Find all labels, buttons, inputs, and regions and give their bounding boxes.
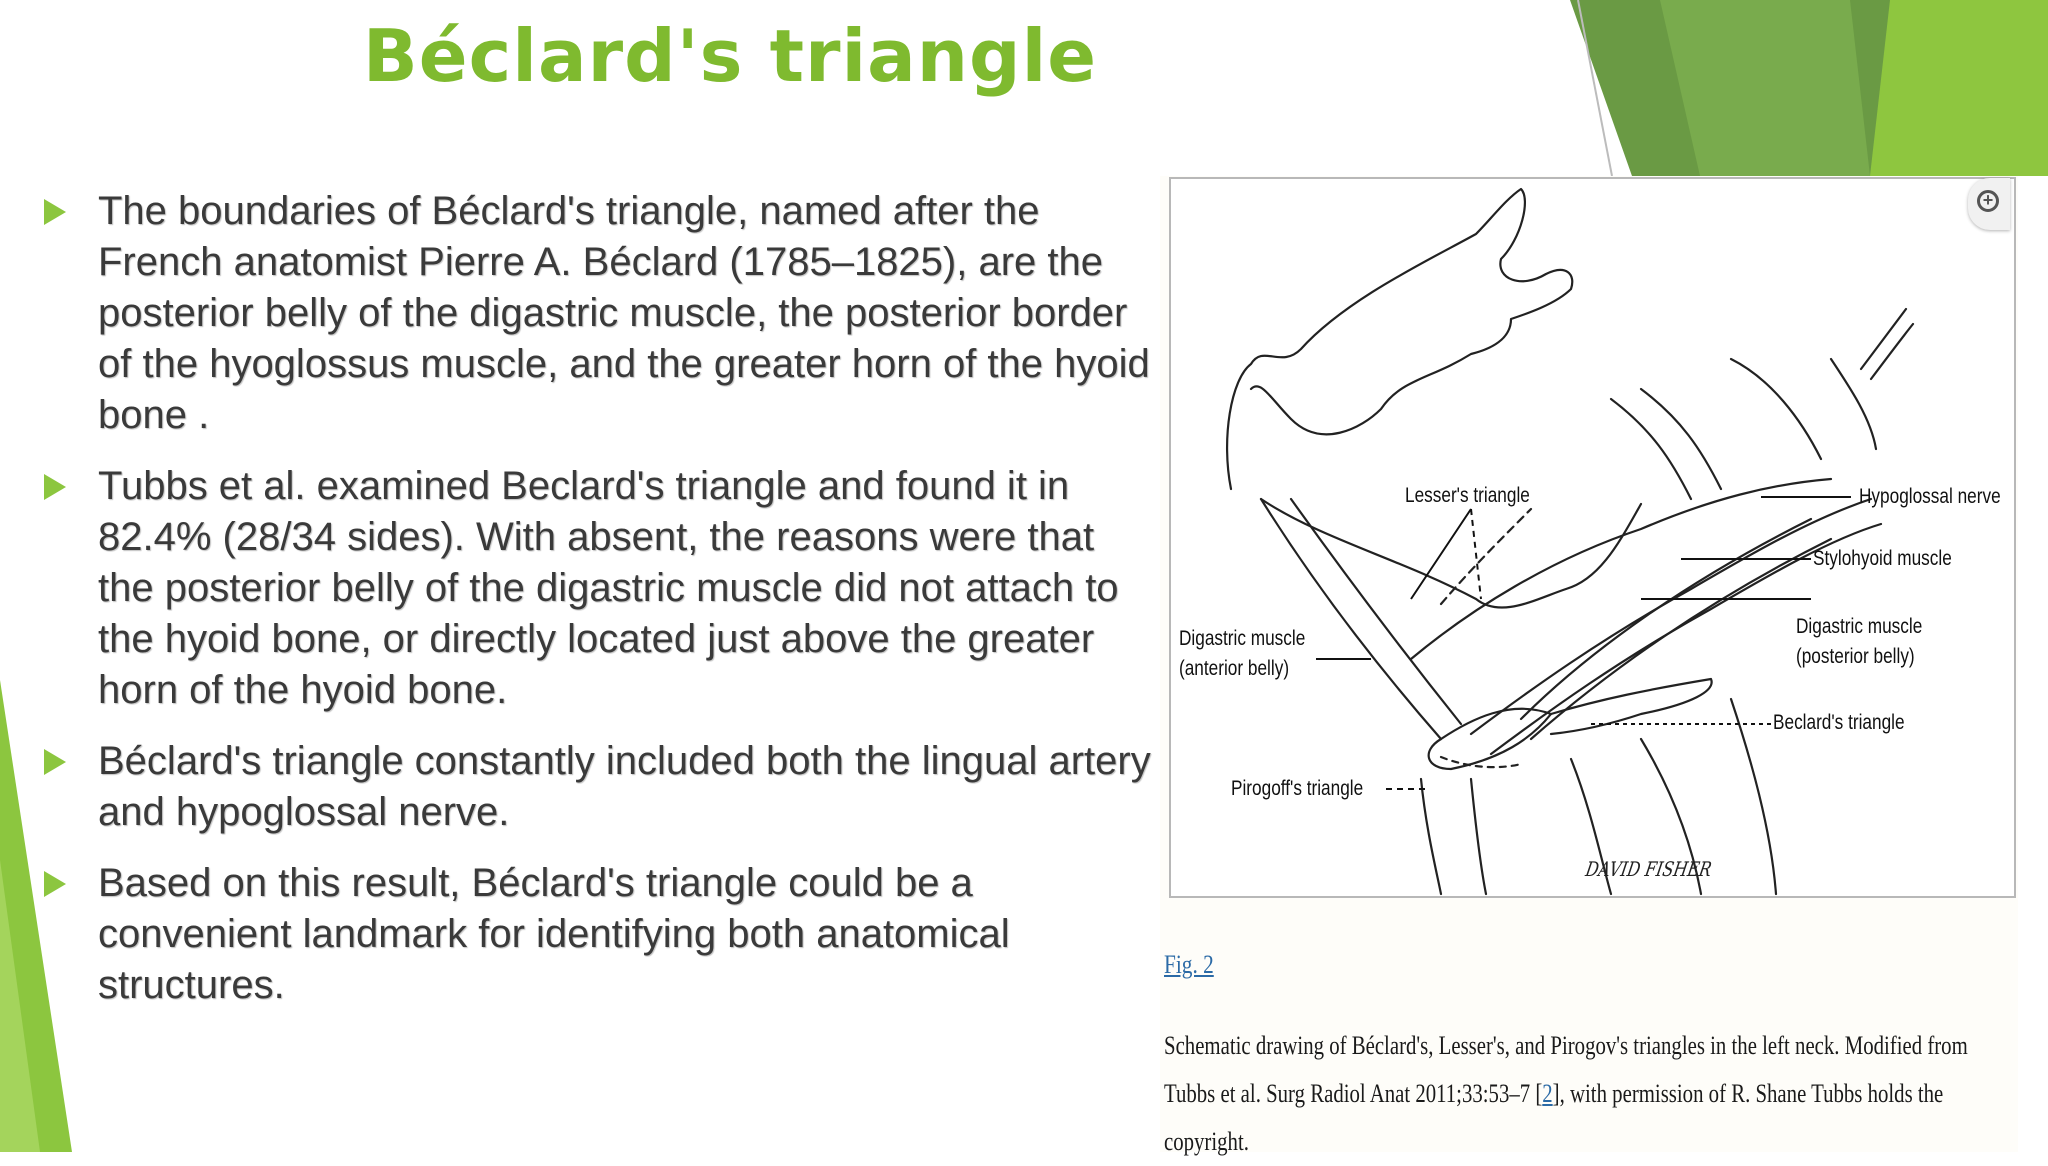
figure-caption bbox=[1164, 1022, 1996, 1166]
label-stylohyoid-muscle: Stylohyoid muscle bbox=[1813, 547, 1952, 570]
bullet-item bbox=[44, 736, 1154, 838]
bullet-item bbox=[44, 461, 1154, 716]
hyoid-greater-horn bbox=[1551, 679, 1712, 734]
figure-link[interactable]: Fig. 2 bbox=[1164, 950, 1214, 979]
bullet-text: Based on this result, Béclard's triangle could be a convenient landmark for identifying both anatomical structures. bbox=[98, 861, 1010, 1007]
neck-strap-2 bbox=[1471, 779, 1486, 894]
label-lessers-triangle: Lesser's triangle bbox=[1405, 484, 1530, 507]
anatomy-figure bbox=[1169, 177, 2016, 898]
upper-muscle-1 bbox=[1611, 389, 1721, 499]
neck-strap-1 bbox=[1421, 779, 1441, 894]
lessers-triangle-line bbox=[1441, 509, 1531, 604]
bullet-arrow-icon bbox=[44, 749, 66, 775]
lessers-label-leader bbox=[1411, 509, 1471, 599]
lessers-label-leader-2 bbox=[1471, 509, 1481, 599]
artist-signature: DAVID FISHER bbox=[1583, 857, 1714, 881]
mandible-outline bbox=[1227, 189, 1572, 489]
bullet-item bbox=[44, 858, 1154, 1011]
label-digastric-posterior: Digastric muscle bbox=[1796, 615, 1923, 638]
bullet-item bbox=[44, 186, 1154, 441]
bullet-text: Tubbs et al. examined Beclard's triangle and found it in 82.4% (28/34 sides). With absent, the reasons were that the posterior belly of the digastric muscle did not attach to the hyoid bone, or directly located just above the greater horn of the hyoid bone. bbox=[98, 464, 1119, 712]
caption-text-end: ], with permission of R. Shane Tubbs holds the copyright. bbox=[1164, 1079, 1944, 1156]
label-digastric-anterior: Digastric muscle bbox=[1179, 627, 1306, 650]
bullet-arrow-icon bbox=[44, 871, 66, 897]
bullet-text: Béclard's triangle constantly included both the lingual artery and hypoglossal nerve. bbox=[98, 739, 1151, 834]
caption-text: Schematic drawing of Béclard's, Lesser's, and Pirogov's triangles in the left neck. Modified from Tubbs et al. Surg Radiol Anat 2011;33:53–7 [ bbox=[1164, 1031, 1968, 1108]
corner-shape-light bbox=[1870, 0, 2048, 176]
label-hypoglossal-nerve: Hypoglossal nerve bbox=[1859, 485, 2001, 508]
label-pirogoffs-triangle: Pirogoff's triangle bbox=[1231, 777, 1364, 800]
neck-strap-5 bbox=[1731, 699, 1776, 894]
reference-link[interactable]: 2 bbox=[1542, 1079, 1553, 1108]
label-beclards-triangle: Beclard's triangle bbox=[1773, 711, 1905, 734]
upper-muscle-2 bbox=[1731, 359, 1876, 459]
bullet-arrow-icon bbox=[44, 199, 66, 225]
label-digastric-anterior-sub: (anterior belly) bbox=[1179, 657, 1290, 680]
styloid-process bbox=[1861, 309, 1913, 379]
zoom-in-button[interactable] bbox=[1968, 178, 2010, 230]
zoom-in-icon: + bbox=[1977, 190, 1999, 212]
bullet-list bbox=[44, 186, 1154, 1031]
slide-title: Béclard's triangle bbox=[362, 14, 1098, 98]
digastric-anterior-belly bbox=[1261, 499, 1461, 739]
label-digastric-posterior-sub: (posterior belly) bbox=[1796, 645, 1915, 668]
bullet-arrow-icon bbox=[44, 474, 66, 500]
bullet-text: The boundaries of Béclard's triangle, named after the French anatomist Pierre A. Béclard (1785–1825), are the posterior belly of the digastric muscle, the posterior border of the hyoglossus muscle, and the greater horn of the hyoid bone . bbox=[98, 189, 1150, 437]
